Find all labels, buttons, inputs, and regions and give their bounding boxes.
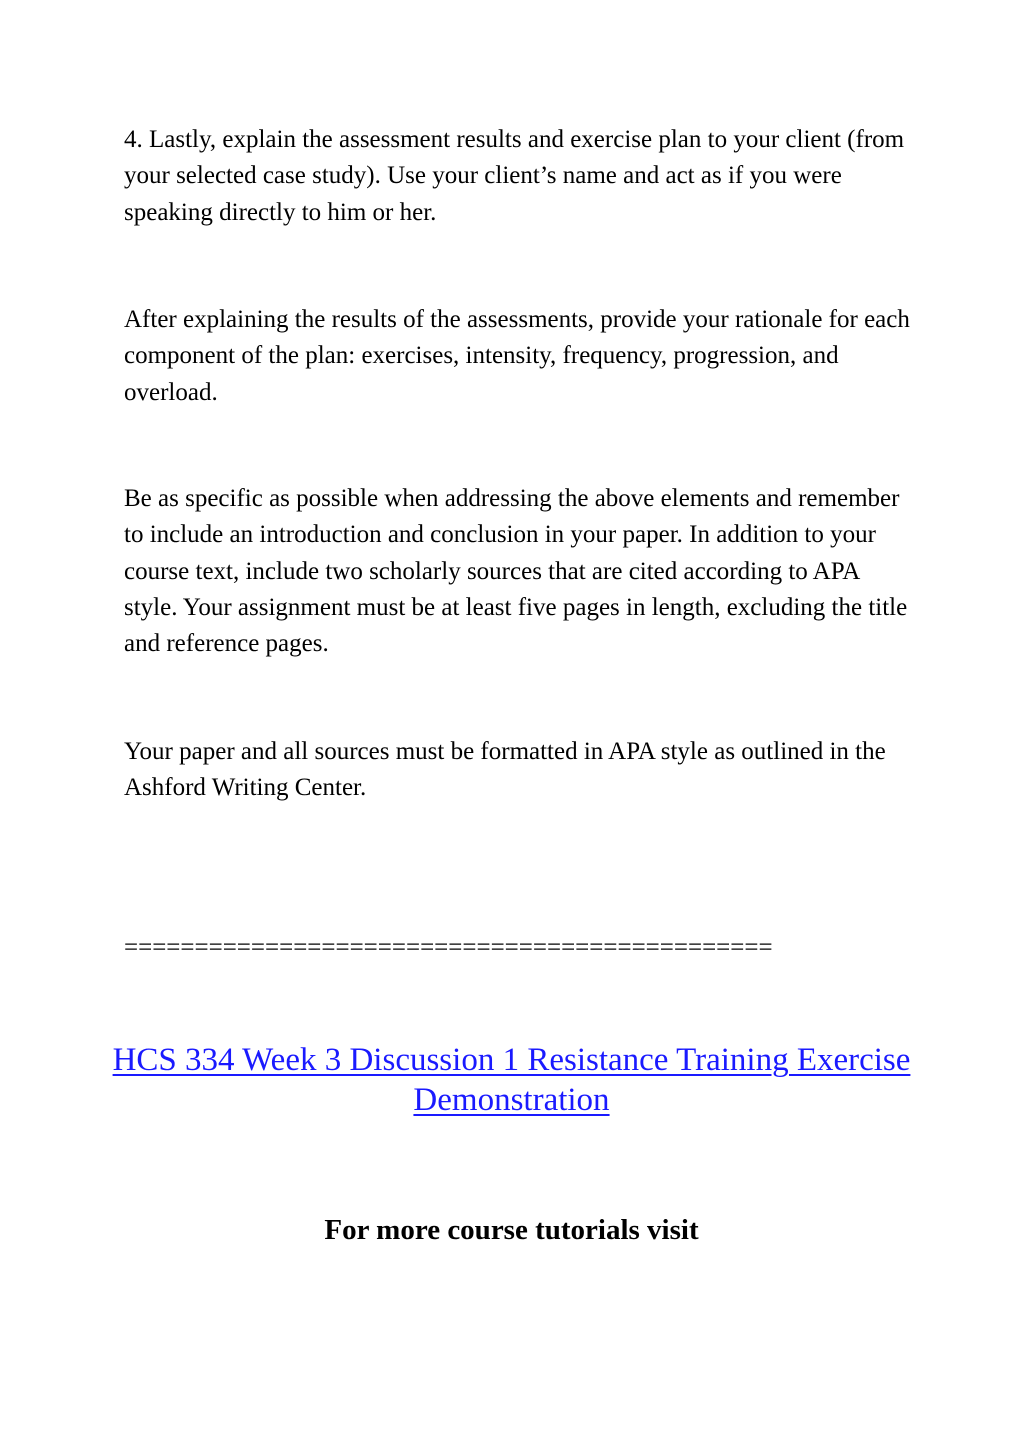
paragraph-rationale: After explaining the results of the assessments, provide your rationale for each component of the plan: exercises, intensity, frequency, progression, and overload. <box>124 306 910 406</box>
footer-heading: For more course tutorials visit <box>324 1214 699 1246</box>
paragraph-requirements: Be as specific as possible when addressing the above elements and remember to include an introduction and conclusion in your paper. In addition to your course text, include two scholarly sources that are cited according to APA style. Your assignment must be at least five pages in length, excluding the title and reference pages. <box>124 485 908 658</box>
divider-line: ============================================== <box>124 934 773 961</box>
course-link-title <box>100 1040 923 1120</box>
paragraph-apa-format: Your paper and all sources must be formatted in APA style as outlined in the Ashford Writing Center. <box>124 738 886 802</box>
course-link[interactable]: HCS 334 Week 3 Discussion 1 Resistance Training Exercise Demonstration <box>112 1042 911 1118</box>
paragraph-step-4: 4. Lastly, explain the assessment results and exercise plan to your client (from your selected case study). Use your client’s name and act as if you were speaking directly to him or her. <box>124 126 905 226</box>
